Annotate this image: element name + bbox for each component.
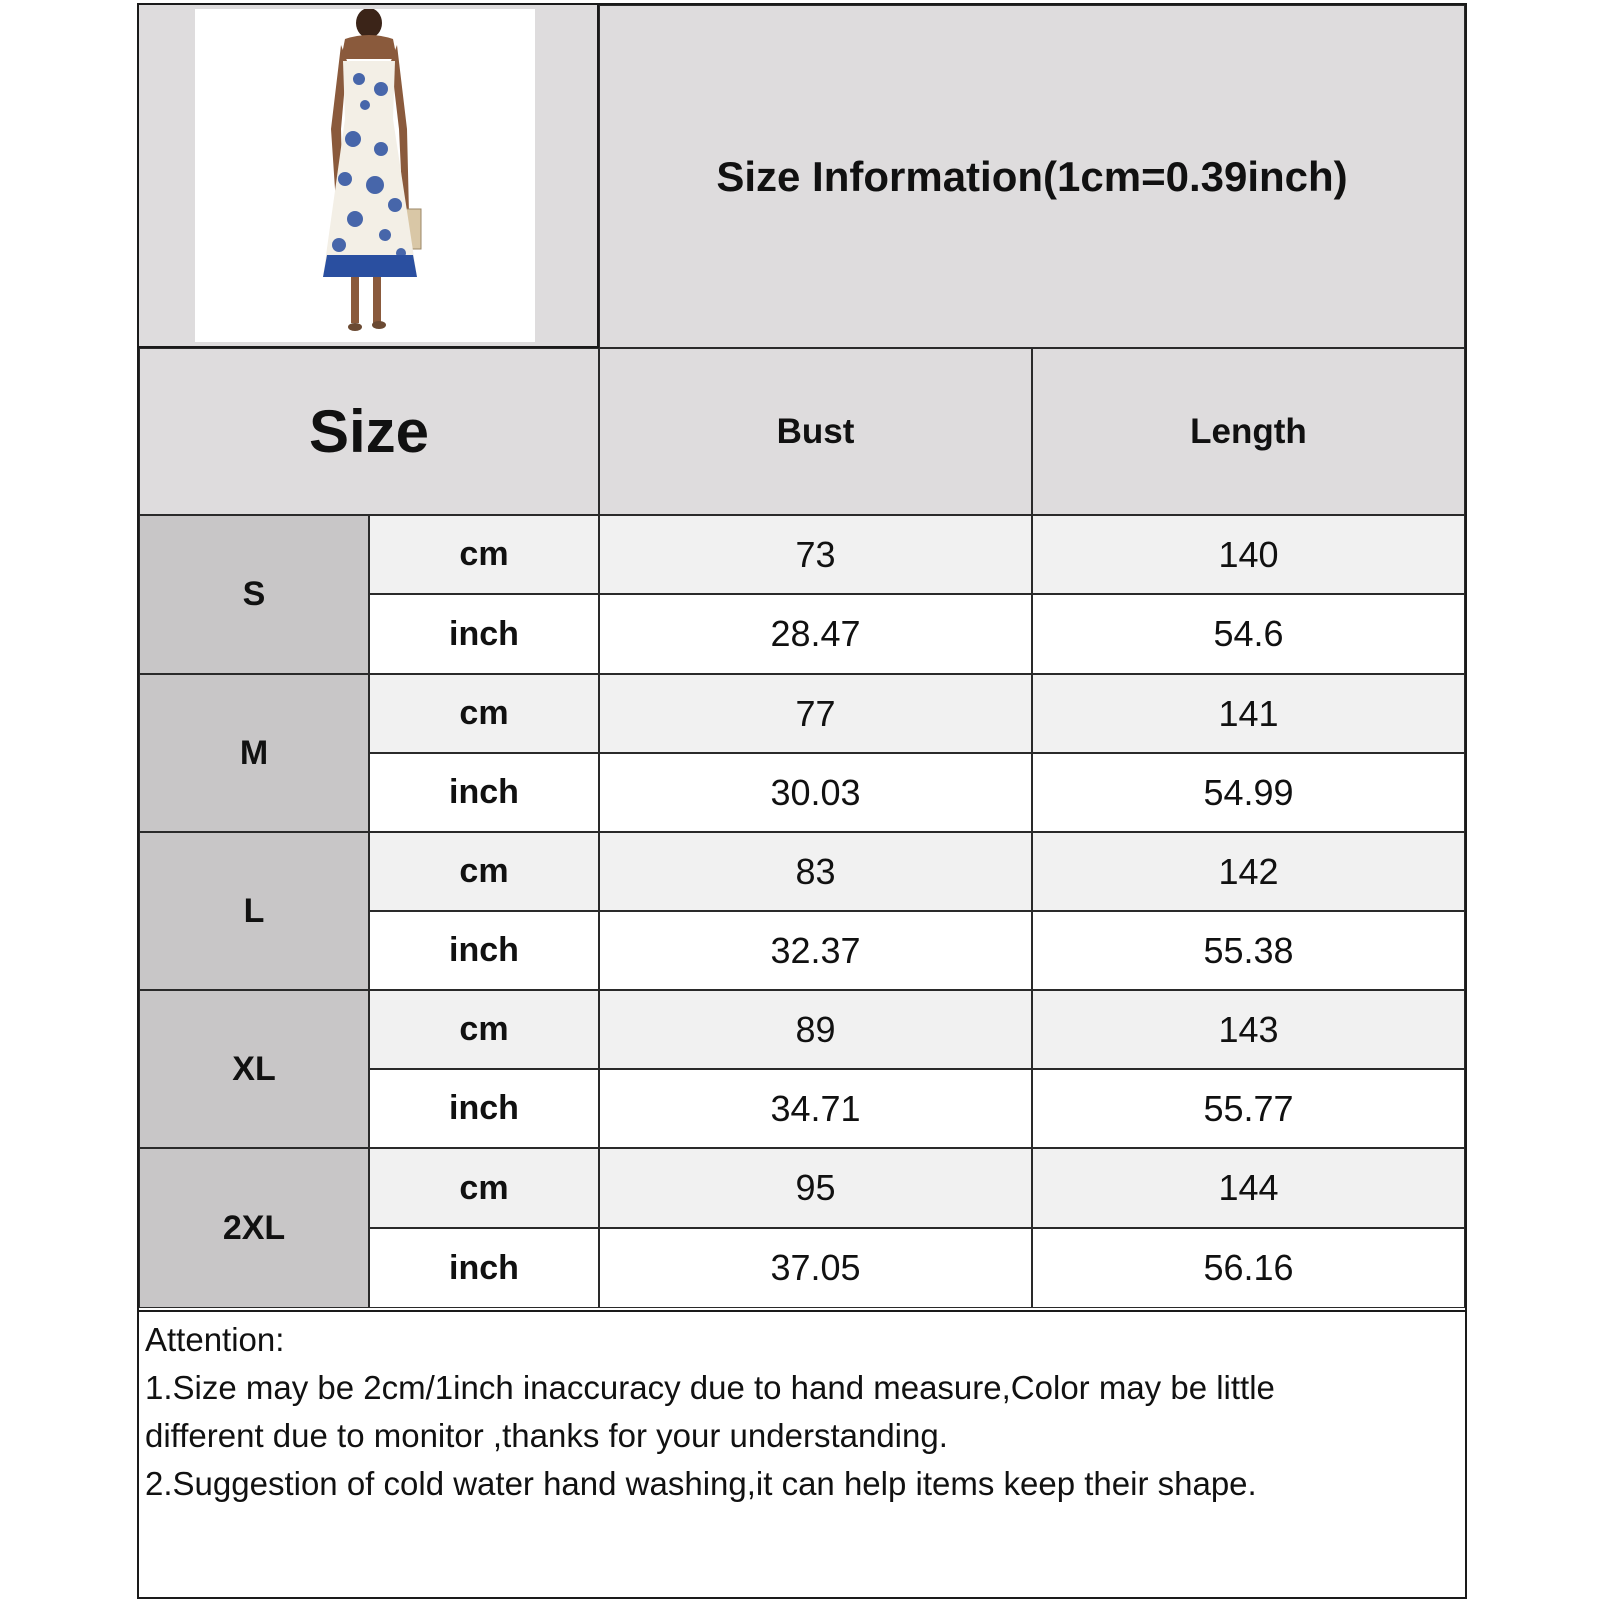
bust-cm-l: 83 (599, 832, 1032, 911)
attention-heading: Attention: (145, 1321, 285, 1358)
bust-inch-l: 32.37 (599, 911, 1032, 990)
size-label-m: M (139, 674, 369, 832)
bust-inch-m: 30.03 (599, 753, 1032, 832)
bust-cm-m: 77 (599, 674, 1032, 753)
length-cm-m: 141 (1032, 674, 1465, 753)
header-length: Length (1032, 348, 1465, 515)
bust-cm-xl: 89 (599, 990, 1032, 1069)
length-inch-2xl: 56.16 (1032, 1228, 1465, 1308)
unit-cm: cm (369, 674, 599, 753)
size-label-2xl: 2XL (139, 1148, 369, 1308)
product-photo-cell (139, 5, 599, 348)
unit-cm: cm (369, 1148, 599, 1228)
header-bust: Bust (599, 348, 1032, 515)
size-chart (137, 3, 1467, 1599)
length-cm-s: 140 (1032, 515, 1465, 594)
length-cm-xl: 143 (1032, 990, 1465, 1069)
size-label-s: S (139, 515, 369, 674)
attention-notes (139, 1310, 1465, 1597)
unit-inch: inch (369, 911, 599, 990)
unit-cm: cm (369, 990, 599, 1069)
unit-cm: cm (369, 832, 599, 911)
dress-model-illustration (195, 9, 535, 342)
bust-inch-2xl: 37.05 (599, 1228, 1032, 1308)
length-cm-2xl: 144 (1032, 1148, 1465, 1228)
bust-cm-2xl: 95 (599, 1148, 1032, 1228)
unit-inch: inch (369, 1069, 599, 1148)
length-inch-s: 54.6 (1032, 594, 1465, 674)
unit-inch: inch (369, 753, 599, 832)
length-cm-l: 142 (1032, 832, 1465, 911)
product-photo (195, 9, 535, 342)
bust-inch-xl: 34.71 (599, 1069, 1032, 1148)
chart-title: Size Information(1cm=0.39inch) (599, 5, 1465, 348)
length-inch-xl: 55.77 (1032, 1069, 1465, 1148)
unit-inch: inch (369, 594, 599, 674)
unit-inch: inch (369, 1228, 599, 1308)
attention-line-2: different due to monitor ,thanks for your understanding. (145, 1417, 948, 1454)
attention-line-3: 2.Suggestion of cold water hand washing,it can help items keep their shape. (145, 1465, 1257, 1502)
unit-cm: cm (369, 515, 599, 594)
attention-line-1: 1.Size may be 2cm/1inch inaccuracy due to hand measure,Color may be little (145, 1369, 1275, 1406)
length-inch-m: 54.99 (1032, 753, 1465, 832)
length-inch-l: 55.38 (1032, 911, 1465, 990)
size-label-xl: XL (139, 990, 369, 1148)
header-size: Size (139, 348, 599, 515)
size-label-l: L (139, 832, 369, 990)
bust-inch-s: 28.47 (599, 594, 1032, 674)
bust-cm-s: 73 (599, 515, 1032, 594)
